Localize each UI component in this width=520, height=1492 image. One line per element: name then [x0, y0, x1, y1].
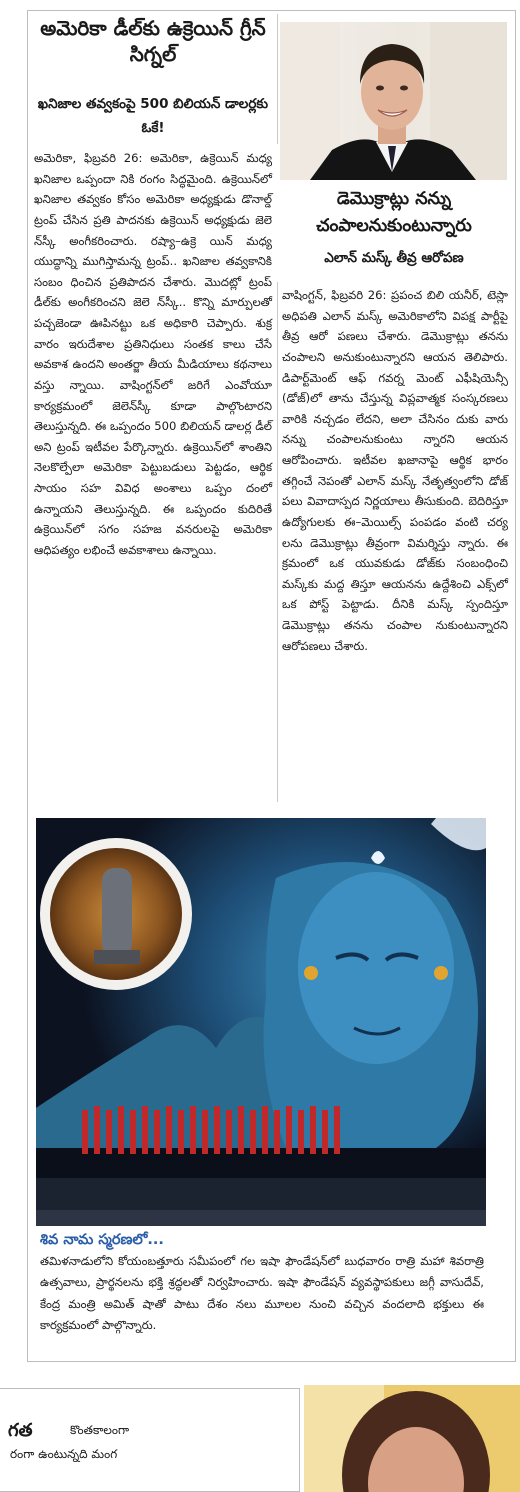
next-article: [0, 1385, 520, 1492]
photo-caption-body: తమిళనాడులోని కోయంబత్తూరు సమీపంలో గల ఇషా ఫౌండేషన్‌లో బుధవారం రాత్రి మహా శివరాత్రి ఉత్సవాలు, ప్రార్థనలను భక్తి శ్రద్ధలతో నిర్వహించారు. ఇషా ఫౌండేషన్ వ్యవస్థాపకులు జగ్గీ వాసుదేవ్, కేంద్ర మంత్రి అమిత్ షాతో పాటు దేశం నలు మూలల నుంచి వచ్చిన వందలాది భక్తులు ఈ కార్యక్రమంలో పాల్గొన్నారు.: [40, 1254, 484, 1333]
right-headline: డెమొక్రాట్లు నన్ను చంపాలనుకుంటున్నారు: [316, 189, 472, 237]
shiva-statue-photo: [36, 818, 486, 1226]
next-article-line-2: రంగా ఉంటున్నది మంగ: [10, 1447, 118, 1461]
left-subheadline: ఖనిజాల తవ్వకంపై 500 బిలియన్ డాలర్లకు ఓకే!: [37, 96, 269, 136]
left-headline: అమెరికా డీల్‌కు ఉక్రెయిన్ గ్రీన్ సిగ్నల్: [40, 16, 266, 66]
woman-portrait-photo: [304, 1385, 520, 1492]
column-divider-top: [277, 14, 278, 144]
photo-caption-title: శివ నామ స్మరణలో...: [40, 1232, 164, 1248]
next-article-line-1: కొంతకాలంగా: [70, 1423, 130, 1437]
column-divider: [277, 282, 278, 802]
right-subheadline: ఎలాన్ మస్క్ తీవ్ర ఆరోపణ: [324, 250, 464, 266]
right-article-body: వాషింగ్టన్, ఫిబ్రవరి 26: ప్రపంచ బిలి యనీర్, టెస్లా అధిపతి ఎలాన్ మస్క్ అమెరికాలోని విపక్ష పార్టీపై తీవ్ర ఆరో పణలు చేశారు. డెమొక్రాట్లు తనను చంపాలని అనుకుంటున్నారని ఆయన తెలిపారు. డిపార్ట్‌మెంట్ ఆఫ్ గవర్న మెంట్ ఎఫీషియెన్సీ (డోజ్)లో తాను చేస్తున్న విప్లవాత్మక సంస్కరణలు వారికి నచ్చడం లేదని, అలా చేసినం దుకు వారు నన్ను చంపాలనుకుంటు న్నారని ఆయన ఆరోపించారు. ఇటీవల ఖజానాపై ఆర్థిక భారం తగ్గించే నెపంతో ఎలాన్ మస్క్ నేతృత్వంలోని డోజ్ పలు వివాదాస్పద నిర్ణయాలు తీసుకుంది. బెదిరిస్తూ ఉద్యోగులకు ఈ–మెయిల్స్ పంపడం వంటి చర్య లను డెమొక్రాట్లు తీవ్రంగా విమర్శిస్తు న్నారు. ఈ క్రమంలో ఒక యువకుడు డోజ్‌కు సంబంధించి మస్క్‌కు మద్ద తిస్తూ ఆయనను ఉద్దేశించి ఎక్స్‌లో ఒక పోస్ట్ పెట్టాడు. దీనికి మస్క్ స్పందిస్తూ డెమొక్రాట్లు తనను చంపాల నుకుంటున్నారని ఆరోపణలు చేశారు.: [282, 288, 508, 653]
left-article-body: అమెరికా, ఫిబ్రవరి 26: అమెరికా, ఉక్రెయిన్ మధ్య ఖనిజాల ఒప్పందా నికి రంగం సిద్ధమైంది. ఉక్రెయిన్‌లో ఖనిజాల తవ్వకం కోసం అమెరికా అధ్యక్షుడు డొనాల్డ్ ట్రంప్ చేసిన ప్రతి పాదనకు ఉక్రెయిన్ అధ్యక్షుడు జెలె న్‌స్కీ అంగీకరించారు. రష్యా–ఉక్రె యిన్ మధ్య యుద్ధాన్ని ముగిస్తామన్న ట్రంప్.. ఖనిజాల తవ్వకానికి సంబం ధించిన ప్రతిపాదన చేశారు. మొదట్లో ట్రంప్ డీల్‌కు అంగీకరించని జెలె న్‌స్కీ.. కొన్ని మార్పులతో పచ్చజెండా ఊపినట్టు ఒక అధికారి చెప్పారు. శుక్ర వారం ఇరుదేశాల ప్రతినిధులు సంతక కాలు చేసే అవకాశ ఉందని అంతర్జా తీయ మీడియాలు కథనాలు వస్తు న్నాయి. వాషింగ్టన్‌లో జరిగే ఎంవోయూ కార్యక్రమంలో జెలెన్‌స్కీ కూడా పాల్గొంటారని తెలుస్తున్నది. ఈ ఒప్పందం 500 బిలియన్ డాలర్ల డీల్ అని ట్రంప్ ఇటీవల పేర్కొన్నారు. ఉక్రెయిన్‌లో శాంతిని నెలకొల్పేలా అమెరికా పెట్టుబడులు పెట్టడం, ఆర్థిక సాయం సహ వివిధ అంశాలు ఒప్పం దంలో ఉన్నాయని తెలుస్తున్నది. ఈ ఒప్పందం కుదిరితే ఉక్రెయిన్‌లో సగం సహజ వనరులపై అమెరికా ఆధిపత్యం లభించే అవకాశాలు ఉన్నాయి.: [34, 151, 272, 557]
musk-portrait-photo: [280, 22, 507, 180]
next-article-frame: [0, 1388, 300, 1492]
next-article-lead-word: గత: [8, 1420, 33, 1441]
